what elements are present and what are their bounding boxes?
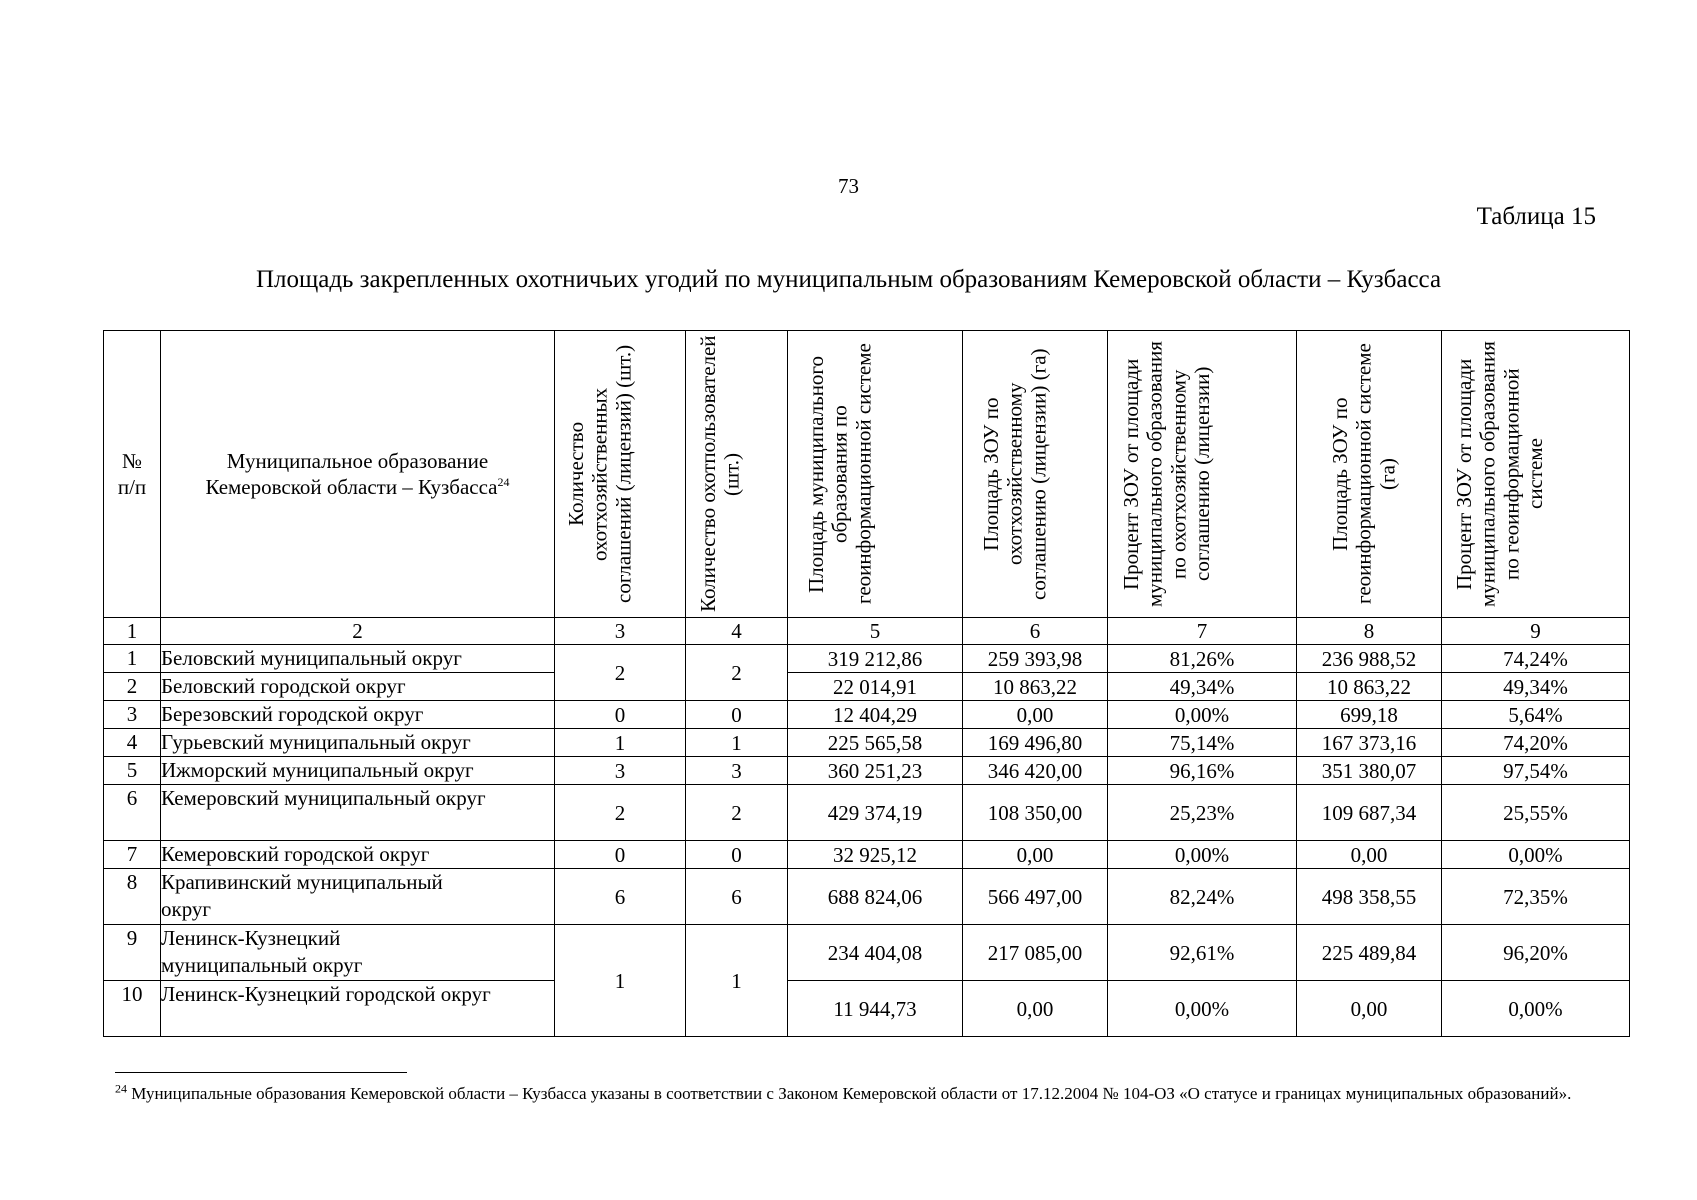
column-number: 6 <box>963 618 1108 645</box>
column-number: 2 <box>161 618 555 645</box>
zou-agreement-value: 0,00 <box>963 701 1108 729</box>
pct-gis-value: 0,00% <box>1442 981 1630 1037</box>
zou-agreement-value: 0,00 <box>963 981 1108 1037</box>
column-number-row <box>104 618 1630 645</box>
area-value: 360 251,23 <box>788 757 963 785</box>
table-row <box>104 869 1630 925</box>
area-value: 234 404,08 <box>788 925 963 981</box>
municipality-name: Гурьевский муниципальный округ <box>161 729 555 757</box>
table-row <box>104 925 1630 981</box>
footnote-ref: 24 <box>497 475 510 489</box>
pct-gis-value: 25,55% <box>1442 785 1630 841</box>
footnote-marker: 24 <box>115 1081 127 1096</box>
area-value: 225 565,58 <box>788 729 963 757</box>
header-municipality-text: Муниципальное образование Кемеровской области – Кузбасса <box>205 448 498 499</box>
pct-agreement-value: 82,24% <box>1108 869 1297 925</box>
municipality-name: Беловский муниципальный округ <box>161 645 555 673</box>
pct-agreement-value: 0,00% <box>1108 841 1297 869</box>
header-agreements <box>555 331 686 618</box>
pct-agreement-value: 49,34% <box>1108 673 1297 701</box>
footnote <box>115 1082 1595 1106</box>
row-number: 4 <box>104 729 161 757</box>
row-number: 1 <box>104 645 161 673</box>
zou-gis-value: 236 988,52 <box>1297 645 1442 673</box>
footnote-separator <box>115 1072 407 1073</box>
zou-gis-value: 498 358,55 <box>1297 869 1442 925</box>
agreements-count: 2 <box>555 645 686 701</box>
users-count: 0 <box>686 701 788 729</box>
row-number: 5 <box>104 757 161 785</box>
users-count: 3 <box>686 757 788 785</box>
header-users-text: Количество охотпользователей (шт.) <box>695 335 744 613</box>
row-number: 9 <box>104 925 161 981</box>
table-row <box>104 757 1630 785</box>
pct-gis-value: 74,24% <box>1442 645 1630 673</box>
zou-gis-value: 0,00 <box>1297 841 1442 869</box>
area-value: 319 212,86 <box>788 645 963 673</box>
agreements-count: 1 <box>555 925 686 1037</box>
pct-agreement-value: 0,00% <box>1108 981 1297 1037</box>
row-number: 8 <box>104 869 161 925</box>
zou-agreement-value: 169 496,80 <box>963 729 1108 757</box>
zou-gis-value: 225 489,84 <box>1297 925 1442 981</box>
municipality-name: Березовский городской округ <box>161 701 555 729</box>
header-pct-agreement-text: Процент ЗОУ от площади муниципального образования по охотхозяйственному соглашению (лицензии) <box>1118 341 1214 607</box>
agreements-count: 2 <box>555 785 686 841</box>
zou-agreement-value: 259 393,98 <box>963 645 1108 673</box>
pct-gis-value: 97,54% <box>1442 757 1630 785</box>
municipality-name: Кемеровский городской округ <box>161 841 555 869</box>
pct-agreement-value: 0,00% <box>1108 701 1297 729</box>
column-number: 5 <box>788 618 963 645</box>
pct-gis-value: 96,20% <box>1442 925 1630 981</box>
page-title: Площадь закрепленных охотничьих угодий по муниципальным образованиям Кемеровской области – Кузбасса <box>255 266 1442 293</box>
column-number: 8 <box>1297 618 1442 645</box>
agreements-count: 6 <box>555 869 686 925</box>
row-number: 2 <box>104 673 161 701</box>
zou-gis-value: 351 380,07 <box>1297 757 1442 785</box>
municipality-name: Ижморский муниципальный округ <box>161 757 555 785</box>
agreements-count: 3 <box>555 757 686 785</box>
pct-gis-value: 5,64% <box>1442 701 1630 729</box>
pct-agreement-value: 25,23% <box>1108 785 1297 841</box>
pct-gis-value: 0,00% <box>1442 841 1630 869</box>
table-row <box>104 785 1630 841</box>
row-number: 7 <box>104 841 161 869</box>
users-count: 1 <box>686 729 788 757</box>
pct-agreement-value: 92,61% <box>1108 925 1297 981</box>
column-number: 4 <box>686 618 788 645</box>
municipality-name: Крапивинский муниципальный округ <box>161 869 555 925</box>
area-value: 11 944,73 <box>788 981 963 1037</box>
column-number: 1 <box>104 618 161 645</box>
pct-agreement-value: 96,16% <box>1108 757 1297 785</box>
header-zou-gis-text: Площадь ЗОУ по геоинформационной системе (га) <box>1328 343 1400 605</box>
zou-agreement-value: 10 863,22 <box>963 673 1108 701</box>
area-value: 32 925,12 <box>788 841 963 869</box>
column-number: 7 <box>1108 618 1297 645</box>
header-agreements-text: Количество охотхозяйственных соглашений (лицензий) (шт.) <box>564 344 636 604</box>
area-value: 12 404,29 <box>788 701 963 729</box>
table-row <box>104 981 1630 1037</box>
column-number: 3 <box>555 618 686 645</box>
zou-gis-value: 109 687,34 <box>1297 785 1442 841</box>
agreements-count: 0 <box>555 701 686 729</box>
pct-agreement-value: 81,26% <box>1108 645 1297 673</box>
pct-gis-value: 72,35% <box>1442 869 1630 925</box>
area-value: 22 014,91 <box>788 673 963 701</box>
municipality-name: Кемеровский муниципальный округ <box>161 785 555 841</box>
table-row <box>104 729 1630 757</box>
pct-gis-value: 49,34% <box>1442 673 1630 701</box>
zou-gis-value: 10 863,22 <box>1297 673 1442 701</box>
header-pct-agreement <box>1108 331 1297 618</box>
agreements-count: 0 <box>555 841 686 869</box>
header-municipality <box>161 331 555 618</box>
row-number: 6 <box>104 785 161 841</box>
users-count: 2 <box>686 645 788 701</box>
municipality-name: Ленинск-Кузнецкий муниципальный округ <box>161 925 555 981</box>
header-row-number: № п/п <box>104 331 161 618</box>
users-count: 1 <box>686 925 788 1037</box>
footnote-text: Муниципальные образования Кемеровской области – Кузбасса указаны в соответствии с Законом Кемеровской области от 17.12.2004 № 104-ОЗ «О статусе и границах муниципальных образований». <box>131 1084 1572 1103</box>
header-pct-gis <box>1442 331 1630 618</box>
agreements-count: 1 <box>555 729 686 757</box>
pct-agreement-value: 75,14% <box>1108 729 1297 757</box>
zou-agreement-value: 217 085,00 <box>963 925 1108 981</box>
municipality-name: Беловский городской округ <box>161 673 555 701</box>
header-area-text: Площадь муниципального образования по геоинформационной системе <box>804 343 876 605</box>
row-number: 10 <box>104 981 161 1037</box>
zou-gis-value: 699,18 <box>1297 701 1442 729</box>
header-area <box>788 331 963 618</box>
zou-gis-value: 0,00 <box>1297 981 1442 1037</box>
page-number: 73 <box>838 174 859 198</box>
municipality-name: Ленинск-Кузнецкий городской округ <box>161 981 555 1037</box>
header-pct-gis-text: Процент ЗОУ от площади муниципального образования по геоинформационной системе <box>1452 341 1548 607</box>
header-users <box>686 331 788 618</box>
data-table <box>103 330 1630 1037</box>
table-row <box>104 841 1630 869</box>
header-zou-gis <box>1297 331 1442 618</box>
table-row <box>104 645 1630 673</box>
area-value: 688 824,06 <box>788 869 963 925</box>
table-label: Таблица 15 <box>1476 203 1596 230</box>
zou-agreement-value: 346 420,00 <box>963 757 1108 785</box>
zou-agreement-value: 566 497,00 <box>963 869 1108 925</box>
zou-gis-value: 167 373,16 <box>1297 729 1442 757</box>
users-count: 6 <box>686 869 788 925</box>
header-zou-agreement <box>963 331 1108 618</box>
zou-agreement-value: 0,00 <box>963 841 1108 869</box>
header-zou-agreement-text: Площадь ЗОУ по охотхозяйственному соглашению (лицензии) (га) <box>979 348 1051 600</box>
users-count: 2 <box>686 785 788 841</box>
table-row <box>104 673 1630 701</box>
row-number: 3 <box>104 701 161 729</box>
users-count: 0 <box>686 841 788 869</box>
table-row <box>104 701 1630 729</box>
header-row <box>104 331 1630 618</box>
zou-agreement-value: 108 350,00 <box>963 785 1108 841</box>
column-number: 9 <box>1442 618 1630 645</box>
area-value: 429 374,19 <box>788 785 963 841</box>
pct-gis-value: 74,20% <box>1442 729 1630 757</box>
